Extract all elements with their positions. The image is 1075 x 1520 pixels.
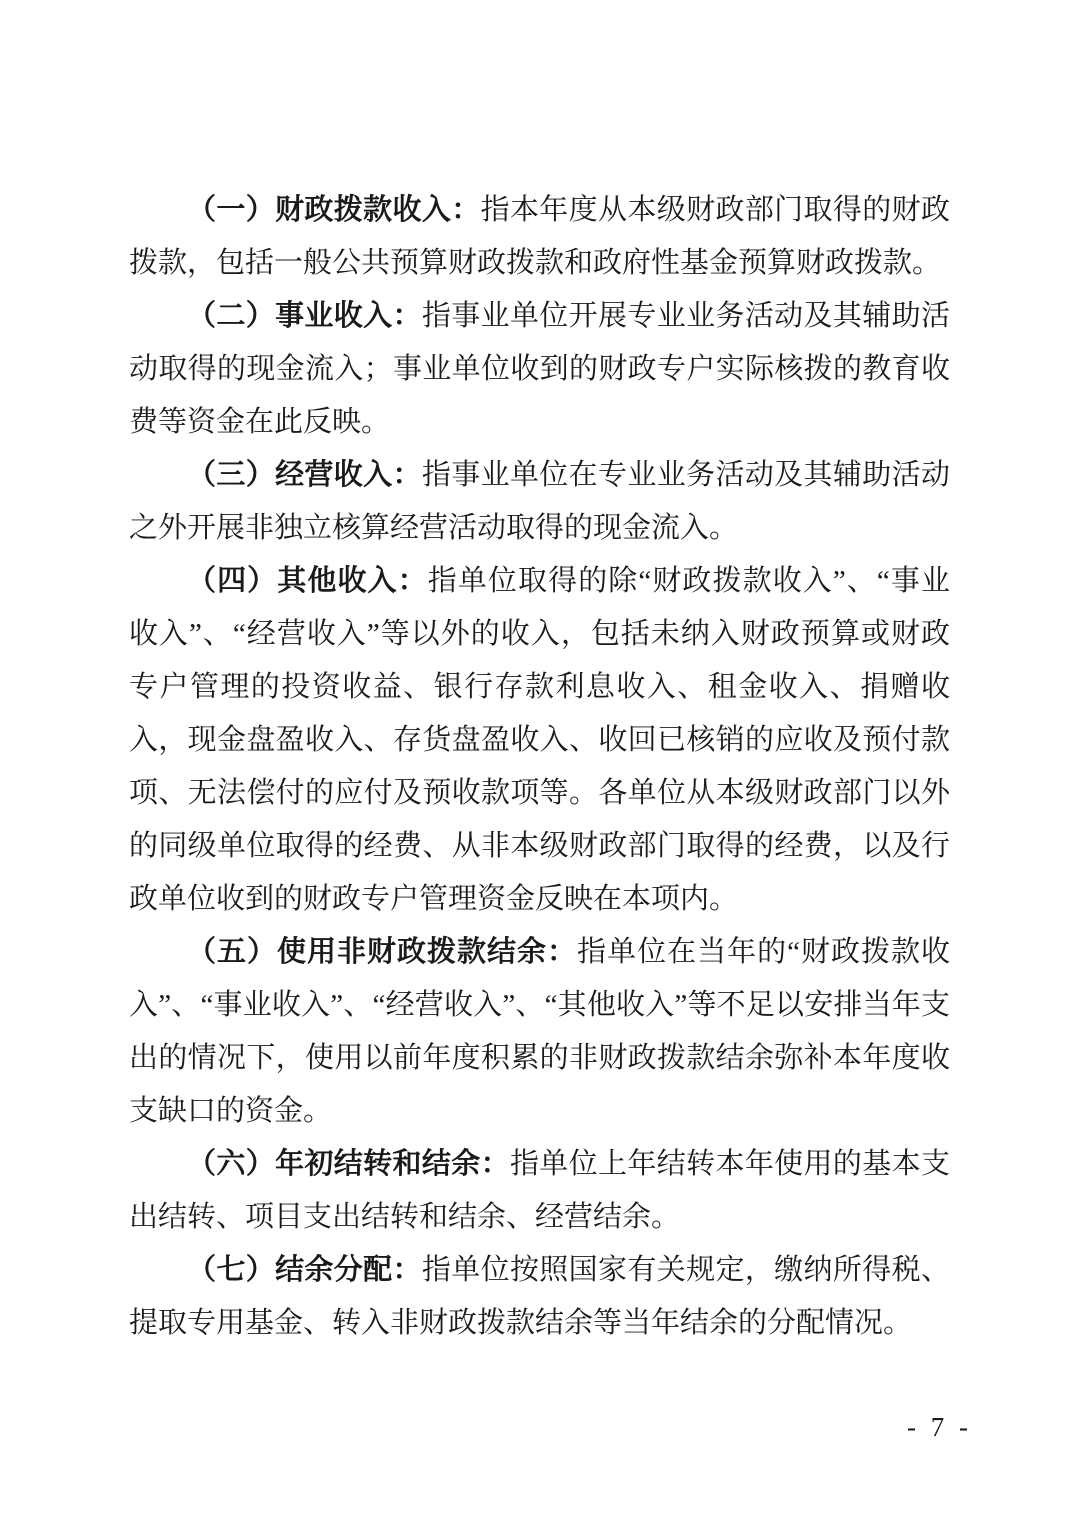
- paragraph-7-lead: （七）结余分配：: [187, 1254, 422, 1286]
- paragraph-5-lead: （五）使用非财政拨款结余：: [187, 936, 578, 968]
- paragraph-6-lead: （六）年初结转和结余：: [187, 1148, 510, 1180]
- paragraph-fiscal-appropriation-income: [129, 184, 950, 290]
- paragraph-4-body: 指单位取得的除“财政拨款收入”、“事业收入”、“经营收入”等以外的收入，包括未纳入财政预算或财政专户管理的投资收益、银行存款利息收入、租金收入、捐赠收入，现金盘盈收入、存货盘盈收入、收回已核销的应收及预付款项、无法偿付的应付及预收款项等。各单位从本级财政部门以外的同级单位取得的经费、从非本级财政部门取得的经费，以及行政单位收到的财政专户管理资金反映在本项内。: [129, 565, 950, 915]
- paragraph-balance-distribution: [129, 1244, 950, 1350]
- paragraph-1-body: 指本年度从本级财政部门取得的财政拨款，包括一般公共预算财政拨款和政府性基金预算财政拨款。: [129, 194, 950, 279]
- paragraph-7-body: 指单位按照国家有关规定，缴纳所得税、提取专用基金、转入非财政拨款结余等当年结余的分配情况。: [129, 1254, 950, 1339]
- paragraph-non-fiscal-balance-use: [129, 926, 950, 1138]
- paragraph-5-body: 指单位在当年的“财政拨款收入”、“事业收入”、“经营收入”、“其他收入”等不足以安排当年支出的情况下，使用以前年度积累的非财政拨款结余弥补本年度收支缺口的资金。: [129, 936, 950, 1127]
- paragraph-operating-income: [129, 449, 950, 555]
- paragraph-3-lead: （三）经营收入：: [187, 459, 422, 491]
- document-body: [129, 184, 950, 1350]
- paragraph-carryover-balance: [129, 1138, 950, 1244]
- paragraph-6-body: 指单位上年结转本年使用的基本支出结转、项目支出结转和结余、经营结余。: [129, 1148, 950, 1233]
- paragraph-1-lead: （一）财政拨款收入：: [187, 194, 481, 226]
- paragraph-2-body: 指事业单位开展专业业务活动及其辅助活动取得的现金流入；事业单位收到的财政专户实际核拨的教育收费等资金在此反映。: [129, 300, 950, 438]
- page-number: - 7 -: [907, 1412, 972, 1442]
- paragraph-4-lead: （四）其他收入：: [187, 565, 428, 597]
- paragraph-business-income: [129, 290, 950, 449]
- paragraph-2-lead: （二）事业收入：: [187, 300, 422, 332]
- paragraph-3-body: 指事业单位在专业业务活动及其辅助活动之外开展非独立核算经营活动取得的现金流入。: [129, 459, 950, 544]
- paragraph-other-income: [129, 555, 950, 926]
